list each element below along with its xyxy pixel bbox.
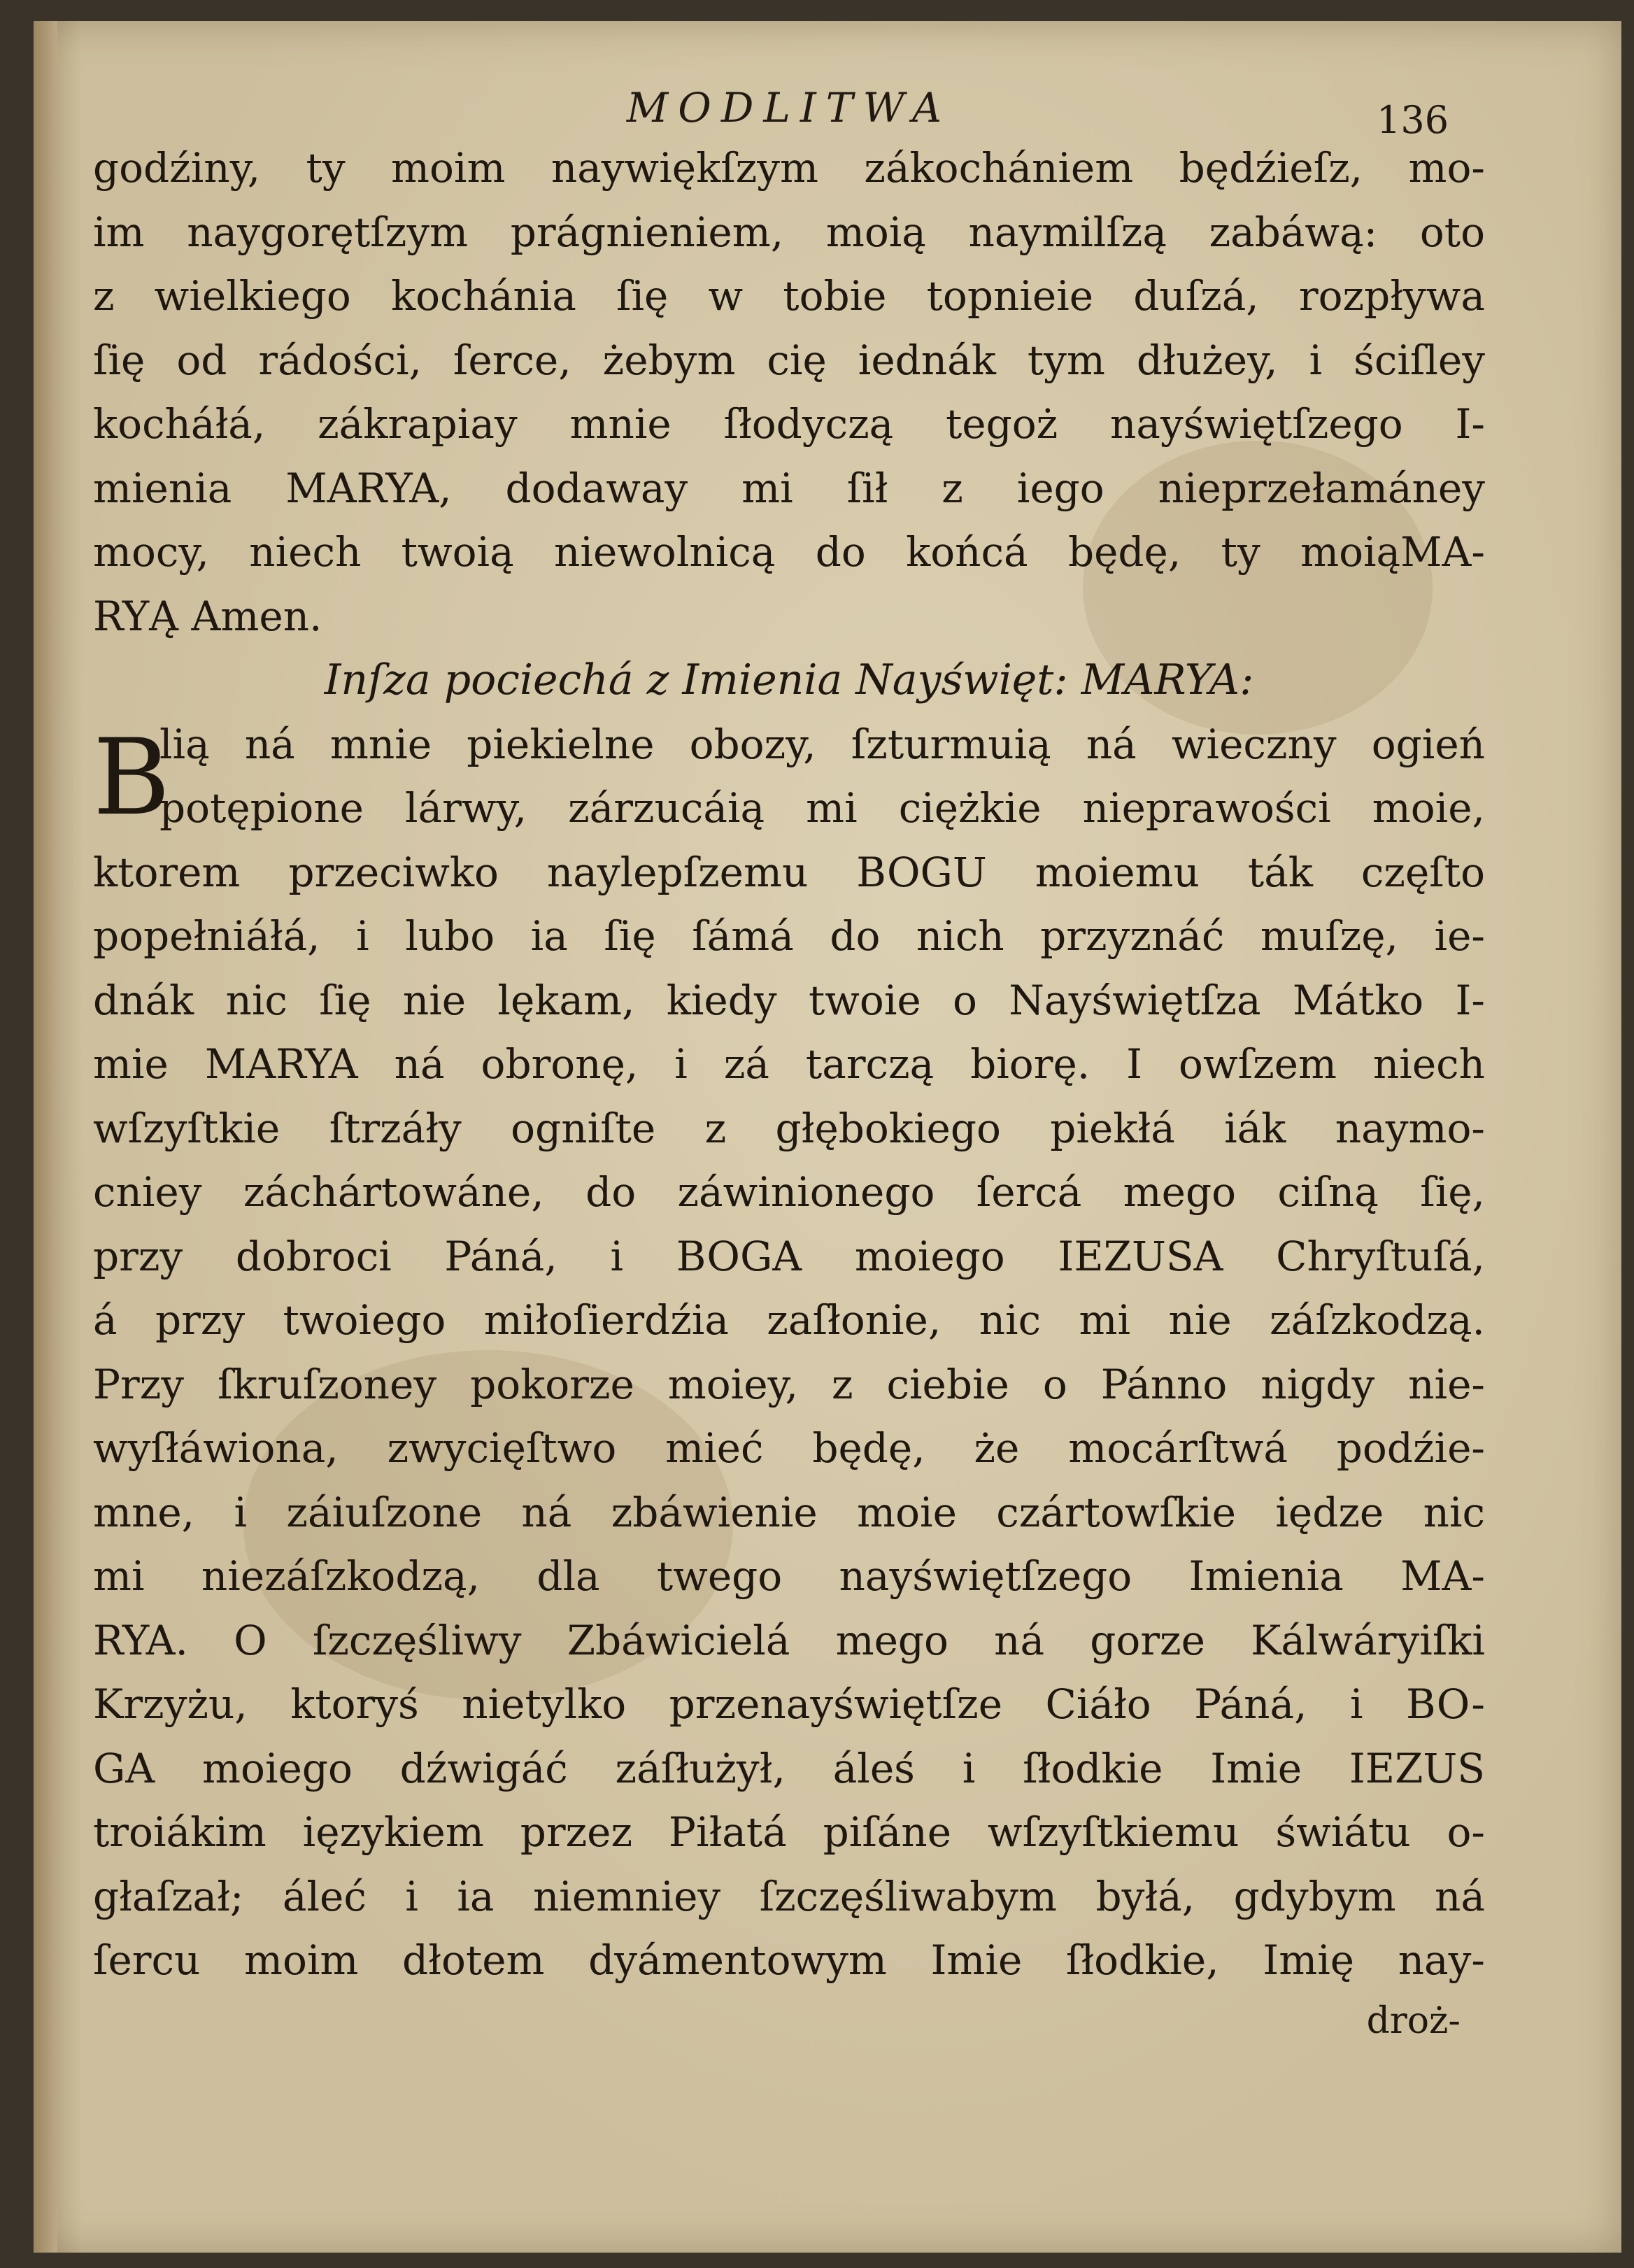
main-text: [93, 136, 1485, 2049]
text-line: á przy twoiego miłoſierdźia zaſłonie, nic mi nie záſzkodzą.: [93, 1296, 1485, 1344]
text-line: popełniáłá, i lubo ia ſię ſámá do nich przyznáć muſzę, ie-: [93, 912, 1485, 960]
text-line: GA moiego dźwigáć záſłużył, áleś i ſłodkie Imie IEZUS: [93, 1744, 1485, 1792]
text-line: mocy, niech twoią niewolnicą do końcá będę, ty moiąMA-: [93, 528, 1485, 576]
text-line: mie MARYA ná obronę, i zá tarczą biorę. I owſzem niech: [93, 1040, 1485, 1088]
text-line: głaſzał; áleć i ia niemniey ſzczęśliwabym byłá, gdybym ná: [93, 1872, 1485, 1920]
dropcap-paragraph: [93, 713, 1485, 841]
text-line: mi niezáſzkodzą, dla twego nayświętſzego Imienia MA-: [93, 1552, 1485, 1600]
text-line: cniey záchártowáne, do záwinionego ſercá mego ciſną ſię,: [93, 1168, 1485, 1216]
catchword: droż-: [1366, 1999, 1461, 2042]
text-line: wyſłáwiona, zwycięſtwo mieć będę, że mocárſtwá podźie-: [93, 1424, 1485, 1472]
running-title: MODLITWA: [626, 84, 952, 132]
text-line: dnák nic ſię nie lękam, kiedy twoie o Nayświętſza Mátko I-: [93, 976, 1485, 1024]
text-line: potępione lárwy, zárzucáią mi ciężkie nieprawości moie,: [159, 784, 1485, 832]
text-line: RYA. O ſzczęśliwy Zbáwicielá mego ná gorze Kálwáryiſki: [93, 1616, 1485, 1664]
text-line: ſię od rádości, ſerce, żebym cię iednák tym dłużey, i ściſley: [93, 336, 1485, 384]
text-line: ktorem przeciwko naylepſzemu BOGU moiemu ták częſto: [93, 848, 1485, 896]
text-line: kocháłá, zákrapiay mnie ſłodyczą tegoż nayświętſzego I-: [93, 400, 1485, 448]
text-line: lią ná mnie piekielne obozy, ſzturmuią ná wieczny ogień: [159, 720, 1485, 768]
text-line: mienia MARYA, dodaway mi ſił z iego nieprzełamáney: [93, 464, 1485, 512]
section-heading: Inſza pociechá z Imienia Nayświęt: MARYA:: [324, 655, 1254, 704]
text-line: ſercu moim dłotem dyámentowym Imie ſłodkie, Imię nay-: [93, 1936, 1485, 1984]
text-line: troiákim ięzykiem przez Piłatá piſáne wſzyſtkiemu świátu o-: [93, 1808, 1485, 1856]
text-line: RYĄ Amen.: [93, 592, 322, 640]
page-number: 136: [1377, 98, 1449, 142]
text-line: z wielkiego kochánia ſię w tobie topnieie duſzá, rozpływa: [93, 272, 1485, 320]
text-line: Krzyżu, ktoryś nietylko przenayświętſze Ciáło Páná, i BO-: [93, 1680, 1485, 1728]
drop-capital: B: [93, 716, 171, 839]
text-line: godźiny, ty moim naywiękſzym zákochániem będźieſz, mo-: [93, 144, 1485, 192]
book-page: [34, 21, 1621, 2253]
text-line: wſzyſtkie ſtrzáły ogniſte z głębokiego piekłá iák naymo-: [93, 1104, 1485, 1152]
page-gutter: [34, 21, 57, 2253]
text-line: mne, i záiuſzone ná zbáwienie moie czártowſkie iędze nic: [93, 1488, 1485, 1536]
text-line: przy dobroci Páná, i BOGA moiego IEZUSA Chryſtuſá,: [93, 1232, 1485, 1280]
text-line: im naygorętſzym prágnieniem, moią naymilſzą zabáwą: oto: [93, 208, 1485, 256]
text-line: Przy ſkruſzoney pokorze moiey, z ciebie o Pánno nigdy nie-: [93, 1360, 1485, 1408]
